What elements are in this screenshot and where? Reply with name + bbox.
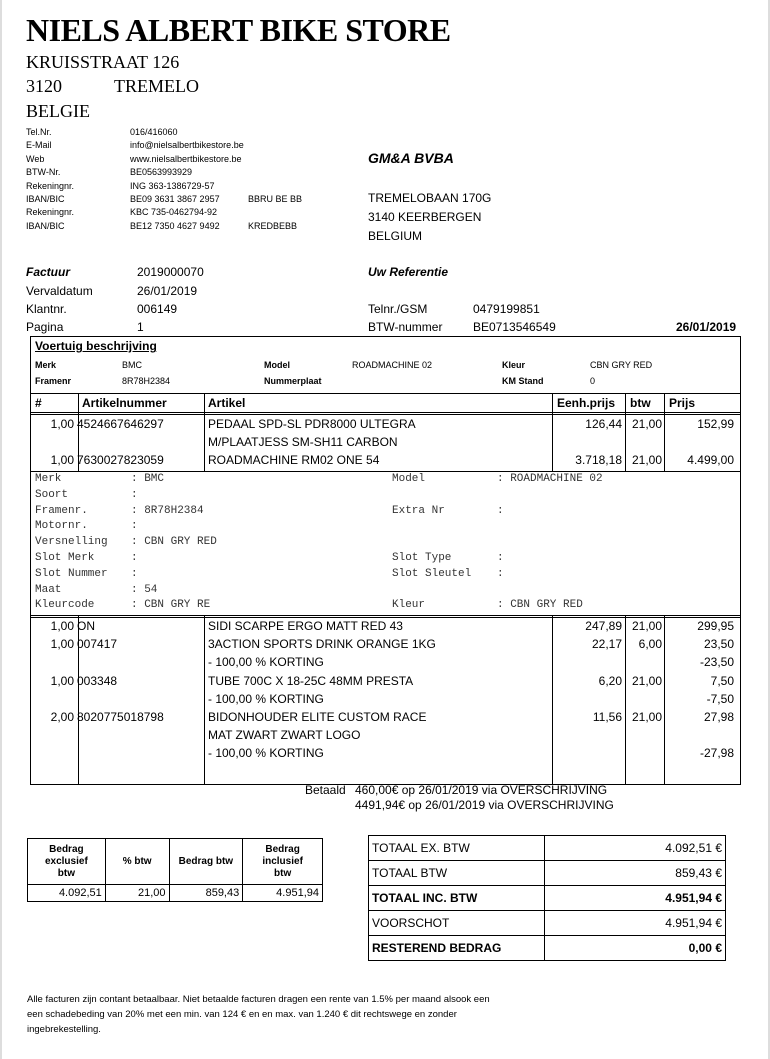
spec-label: Motornr. [35, 520, 88, 533]
vehicle-kleur-label: Kleur [502, 360, 526, 370]
vervaldatum-value: 26/01/2019 [137, 284, 198, 298]
factuur-number: 2019000070 [137, 265, 204, 279]
klantnr-label: Klantnr. [26, 302, 67, 316]
klantnr-value: 006149 [137, 302, 178, 316]
col-num: # [35, 396, 42, 410]
vehicle-kmstand-label: KM Stand [502, 376, 544, 386]
line-desc: - 100,00 % KORTING [208, 746, 324, 761]
spec-label: Extra Nr [392, 504, 445, 517]
vat-head-btw: Bedrag btw [169, 839, 243, 885]
vervaldatum-label: Vervaldatum [26, 284, 93, 298]
vat-summary-table [27, 838, 323, 902]
totals-row [369, 911, 726, 936]
line-price: 152,99 [697, 417, 734, 431]
line-qty: 2,00 [50, 710, 74, 724]
vehicle-title: Voertuig beschrijving [35, 339, 157, 353]
line-price: -7,50 [706, 691, 734, 706]
contact-value: BE0563993929 [130, 167, 193, 178]
invoice-date: 26/01/2019 [676, 320, 737, 334]
contact-value: BE09 3631 3867 2957 [130, 194, 220, 204]
pagina-label: Pagina [26, 320, 64, 334]
spec-value: : [131, 567, 138, 580]
factuur-label: Factuur [26, 265, 71, 279]
line-btw: 21,00 [631, 673, 662, 688]
line-desc: SIDI SCARPE ERGO MATT RED 43 [208, 619, 403, 633]
line-code: 4524667646297 [77, 417, 164, 431]
payment-label: Betaald [305, 783, 346, 797]
store-country: BELGIE [26, 101, 90, 121]
vehicle-model-value: ROADMACHINE 02 [352, 360, 433, 370]
btw-label: BTW-nummer [368, 320, 443, 334]
vehicle-model-label: Model [264, 360, 290, 370]
spec-value: : 8R78H2384 [131, 504, 204, 517]
totals-value: 4.092,51 € [545, 836, 726, 861]
contact-value: KBC 735-0462794-92 [130, 207, 218, 218]
spec-value: : ROADMACHINE 02 [497, 473, 603, 485]
customer-street: TREMELOBAAN 170G [368, 191, 492, 205]
contact-label: Web [26, 153, 45, 164]
line-price: 7,50 [710, 673, 734, 688]
contact-extra: KREDBEBB [248, 220, 298, 231]
line-desc: ROADMACHINE RM02 ONE 54 [208, 453, 380, 467]
contact-label: Rekeningnr. [26, 180, 75, 191]
contact-label: Rekeningnr. [26, 207, 75, 218]
line-price: 27,98 [703, 710, 734, 724]
spec-value: : BMC [131, 473, 165, 485]
footer-line-3: ingebrekestelling. [27, 1024, 101, 1035]
line-unit-price: 11,56 [592, 710, 622, 724]
line-unit-price: 6,20 [598, 673, 622, 688]
totals-label: RESTEREND BEDRAG [369, 936, 545, 961]
telnr-value: 0479199851 [473, 302, 540, 316]
vehicle-nummerplaat-label: Nummerplaat [264, 376, 322, 386]
footer-line-1: Alle facturen zijn contant betaalbaar. Niet betaalde facturen dragen een rente van 1.5% per maand alsook een [27, 994, 490, 1005]
totals-value: 4.951,94 € [545, 886, 726, 911]
pagina-value: 1 [137, 320, 144, 334]
line-unit-price: 126,44 [585, 417, 622, 431]
contact-value: 016/416060 [130, 127, 178, 137]
totals-value: 4.951,94 € [545, 911, 726, 936]
line-price: 299,95 [697, 619, 734, 633]
payment-line-1: 460,00€ op 26/01/2019 via OVERSCHRIJVING [355, 783, 608, 797]
col-prijs: Prijs [669, 396, 696, 410]
contact-extra: BBRU BE BB [248, 194, 303, 204]
line-price: 4.499,00 [687, 453, 734, 467]
spec-value: : [497, 552, 504, 564]
customer-name: GM&A BVBA [368, 150, 454, 166]
contact-label: BTW-Nr. [26, 167, 61, 178]
contact-value: www.nielsalbertbikestore.be [130, 153, 242, 164]
spec-label: Slot Sleutel [392, 567, 472, 580]
line-price: -23,50 [699, 655, 734, 670]
line-desc: PEDAAL SPD-SL PDR8000 ULTEGRA [208, 417, 416, 431]
spec-value: : [131, 552, 138, 564]
line-desc: MAT ZWART ZWART LOGO [208, 728, 361, 743]
spec-value: : CBN GRY RE [131, 599, 211, 612]
vat-pct: 21,00 [105, 885, 169, 902]
line-desc: M/PLAATJESS SM-SH11 CARBON [208, 435, 398, 449]
spec-value: : 54 [131, 583, 158, 596]
line-price: -27,98 [699, 746, 734, 761]
line-desc: TUBE 700C X 18-25C 48MM PRESTA [208, 673, 414, 688]
telnr-label: Telnr./GSM [368, 302, 428, 316]
col-artikelnummer: Artikelnummer [82, 396, 167, 410]
spec-label: Kleur [392, 599, 426, 612]
line-btw: 6,00 [638, 637, 662, 652]
col-eenh: Eenh.prijs [557, 396, 616, 410]
col-artikel: Artikel [208, 396, 246, 410]
spec-value: : [497, 567, 504, 580]
totals-label: TOTAAL EX. BTW [369, 836, 545, 861]
store-name: NIELS ALBERT BIKE STORE [26, 12, 451, 48]
line-code: 003348 [77, 673, 118, 688]
line-desc: 3ACTION SPORTS DRINK ORANGE 1KG [208, 637, 436, 652]
btw-value: BE0713546549 [473, 320, 556, 334]
line-qty: 1,00 [50, 453, 74, 467]
line-btw: 21,00 [631, 619, 662, 633]
store-city: TREMELO [114, 76, 199, 96]
contact-label: Tel.Nr. [26, 127, 52, 137]
customer-city: 3140 KEERBERGEN [368, 210, 482, 224]
vat-head-excl: Bedrag exclusief btw [28, 839, 106, 885]
spec-value: : CBN GRY RED [497, 599, 583, 612]
vehicle-kleur-value: CBN GRY RED [590, 360, 653, 370]
line-desc: - 100,00 % KORTING [208, 655, 324, 670]
spec-label: Slot Merk [35, 552, 95, 564]
spec-label: Maat [35, 583, 62, 596]
totals-label: TOTAAL BTW [369, 861, 545, 886]
line-desc: - 100,00 % KORTING [208, 691, 324, 706]
totals-row [369, 861, 726, 886]
spec-label: Kleurcode [35, 599, 95, 612]
totals-row [369, 836, 726, 861]
line-btw: 21,00 [631, 453, 662, 467]
contact-label: E-Mail [26, 140, 52, 151]
totals-table [368, 835, 726, 961]
line-code: 7630027823059 [77, 453, 164, 467]
spec-label: Versnelling [35, 536, 108, 549]
line-qty: 1,00 [50, 417, 74, 431]
line-btw: 21,00 [631, 417, 662, 431]
line-unit-price: 3.718,18 [575, 453, 622, 467]
line-qty: 1,00 [50, 619, 74, 633]
spec-label: Framenr. [35, 504, 88, 517]
spec-value: : [131, 520, 138, 533]
line-unit-price: 247,89 [585, 619, 622, 633]
payment-line-2: 4491,94€ op 26/01/2019 via OVERSCHRIJVING [355, 798, 614, 812]
ref-label: Uw Referentie [368, 265, 449, 279]
spec-label: Slot Nummer [35, 567, 108, 580]
col-btw: btw [630, 396, 651, 410]
vehicle-kmstand-value: 0 [590, 376, 596, 386]
line-btw: 21,00 [631, 710, 662, 724]
totals-value: 859,43 € [545, 861, 726, 886]
store-postcode: 3120 [26, 76, 62, 96]
vat-head-pct: % btw [105, 839, 169, 885]
vat-btw: 859,43 [169, 885, 243, 902]
spec-label: Merk [35, 473, 62, 485]
spec-label: Slot Type [392, 552, 452, 564]
contact-value: ING 363-1386729-57 [130, 180, 215, 191]
contact-label: IBAN/BIC [26, 220, 65, 231]
line-code: 007417 [77, 637, 118, 652]
footer-line-2: een schadebeding van 20% met een min. van 124 € en en max. van 1.240 € dit rechtswege en zonder [27, 1009, 457, 1020]
spec-value: : CBN GRY RED [131, 536, 217, 549]
totals-value: 0,00 € [545, 936, 726, 961]
vehicle-merk-value: BMC [122, 360, 142, 370]
line-code: ON [77, 619, 95, 633]
totals-row [369, 936, 726, 961]
store-street: KRUISSTRAAT 126 [26, 52, 180, 72]
spec-label: Model [392, 473, 426, 485]
totals-label: TOTAAL INC. BTW [369, 886, 545, 911]
line-price: 23,50 [703, 637, 734, 652]
vehicle-merk-label: Merk [35, 360, 57, 370]
spec-label: Soort [35, 488, 69, 501]
vehicle-framenr-label: Framenr [35, 376, 72, 386]
line-code: 8020775018798 [77, 710, 164, 724]
contact-value: info@nielsalbertbikestore.be [130, 140, 244, 151]
line-qty: 1,00 [50, 673, 74, 688]
totals-label: VOORSCHOT [369, 911, 545, 936]
vat-excl: 4.092,51 [28, 885, 106, 902]
line-unit-price: 22,17 [591, 637, 622, 652]
spec-value: : [131, 488, 138, 501]
contact-value: BE12 7350 4627 9492 [130, 220, 220, 231]
spec-value: : [497, 504, 504, 517]
totals-row [369, 886, 726, 911]
customer-country: BELGIUM [368, 229, 423, 243]
vehicle-framenr-value: 8R78H2384 [122, 376, 171, 386]
contact-label: IBAN/BIC [26, 194, 65, 204]
vat-incl: 4.951,94 [243, 885, 323, 902]
line-qty: 1,00 [50, 637, 74, 652]
line-desc: BIDONHOUDER ELITE CUSTOM RACE [208, 710, 427, 724]
vat-head-incl: Bedrag inclusief btw [243, 839, 323, 885]
